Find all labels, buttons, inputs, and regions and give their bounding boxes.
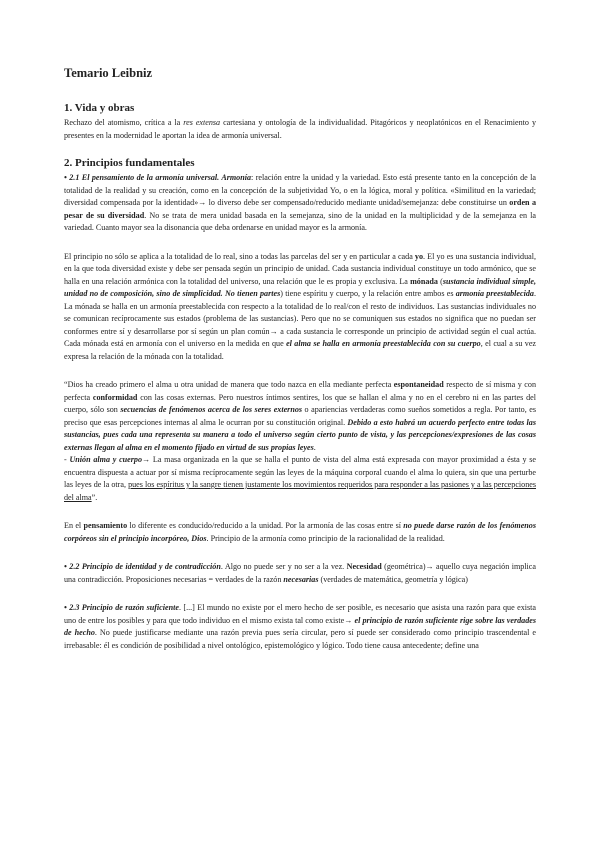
document-page	[64, 66, 536, 652]
paragraph-pensamiento: En el pensamiento lo diferente es conducido/reducido a la unidad. Por la armonía de las cosas entre sí no puede darse razón de los fenómenos corpóreos sin el principio incorpóreo, Dios. Principio de la armonía como principio de la racionalidad de la realidad.	[64, 521, 536, 543]
section-heading-vida-obras: 1. Vida y obras	[64, 102, 135, 114]
paragraph-vida-obras: Rechazo del atomismo, crítica a la res extensa cartesiana y ontología de la individualidad. Pitagóricos y neoplatónicos en el Renacimiento y presentes en la modernidad le aportan la idea de armonía universal.	[64, 118, 536, 140]
section-heading-principios: 2. Principios fundamentales	[64, 157, 195, 169]
paragraph-identidad-contradiccion: • 2.2 Principio de identidad y de contradicción. Algo no puede ser y no ser a la vez. Necesidad (geométrica)→ aquello cuya negación implica una contradicción. Proposiciones necesarias = verdades de la razón necesarias (verdades de matemática, geometría y lógica)	[64, 562, 536, 584]
paragraph-armonia-universal: • 2.1 El pensamiento de la armonía universal. Armonía: relación entre la unidad y la variedad. Esto está presente tanto en la concepción de la totalidad de la realidad y su creación, como en la concepción de la subjetividad Yo, o en la lógica, moral y política. «Similitud en la variedad; diversidad compensada por la identidad»→ lo diverso debe ser compensado/reducido mediante unidad/semejanza: debe constituirse un orden a pesar de su diversidad. No se trata de mera unidad basada en la semejanza, sino de la unidad en la multiplicidad y de la semejanza en la variedad. Cuanto mayor sea la disonancia que deba ordenarse en unidad mayor es la armonía.	[64, 173, 536, 232]
paragraph-razon-suficiente: • 2.3 Principio de razón suficiente. [...] El mundo no existe por el mero hecho de ser posible, es necesario que asista una razón para que exista uno de entre los posibles y para que todo individuo en el mismo exista tal como existe→ el principio de razón suficiente rige sobre las verdades de hecho. No puede justificarse mediante una razón previa pues sería circular, pero sí puede ser considerado como principio trascendental e irrebasable: él es condición de posibilidad a nivel ontológico, epistemológico y lógico. Todo tiene causa antecedente; define una	[64, 603, 536, 650]
quotation-block: “Dios ha creado primero el alma u otra unidad de manera que todo nazca en ella mediante perfecta espontaneidad respecto de sí misma y con perfecta conformidad con las cosas externas. Pero nuestros íntimos sentires, los que se hallan el alma y no en el cerebro ni en las partes del cuerpo, sólo son secuencias de fenómenos acerca de los seres externos o apariencias verdaderas como sueños sometidos a regla. Por tanto, es preciso que esas percepciones internas al alma le ocurran por su constitución original. Debido a esto habrá un acuerdo perfecto entre todas las sustancias, pues cada una representa su manera a todo el universo según cierto punto de vista, y las percepciones/expresiones de las cosas externas llegan al alma en el momento fijado en virtud de sus propias leyes. - Unión alma y cuerpo→ La masa organizada en la que se halla el punto de vista del alma está expresada con mayor proximidad a ésta y se encuentra dispuesta a actuar por sí misma recíprocamente según las leyes de la máquina corporal cuando el alma lo quiera, sin que una perturbe las leyes de la otra, pues los espíritus y la sangre tienen justamente los movimientos requeridos para responder a las pasiones y a las percepciones del alma”.	[64, 380, 537, 502]
paragraph-monada: El principio no sólo se aplica a la totalidad de lo real, sino a todas las parcelas del ser y en particular a cada yo. El yo es una sustancia individual, en la que toda diversidad existe y debe ser pensada según un principio de unidad. Cada sustancia individual constituye un todo armónico, que se halla en una relación armónica con la totalidad del universo, una relación que le es propia y exclusiva. La mónada (sustancia individual simple, unidad no de composición, sino de simplicidad. No tienen partes) tiene espíritu y cuerpo, y la relación entre ambos es armonía preestablecida. La mónada se halla en un armonía preestablecida con respecto a la totalidad de lo real/con el resto de individuos. Las sustancias individuales no se comunican recíprocamente sus estados (problema de las sustancias). Pero que no se comuniquen sus estados no significa que no puedan ser conformes entre sí y desarrollarse por sí según un plan común→ a cada sustancia le corresponde un principio de actividad según el cual actúa. Cada mónada está en armonía con el universo en la medida en que el alma se halla en armonía preestablecida con su cuerpo, el cual a su vez expresa la relación de la mónada con la totalidad.	[64, 251, 537, 361]
document-title: Temario Leibniz	[64, 66, 153, 80]
